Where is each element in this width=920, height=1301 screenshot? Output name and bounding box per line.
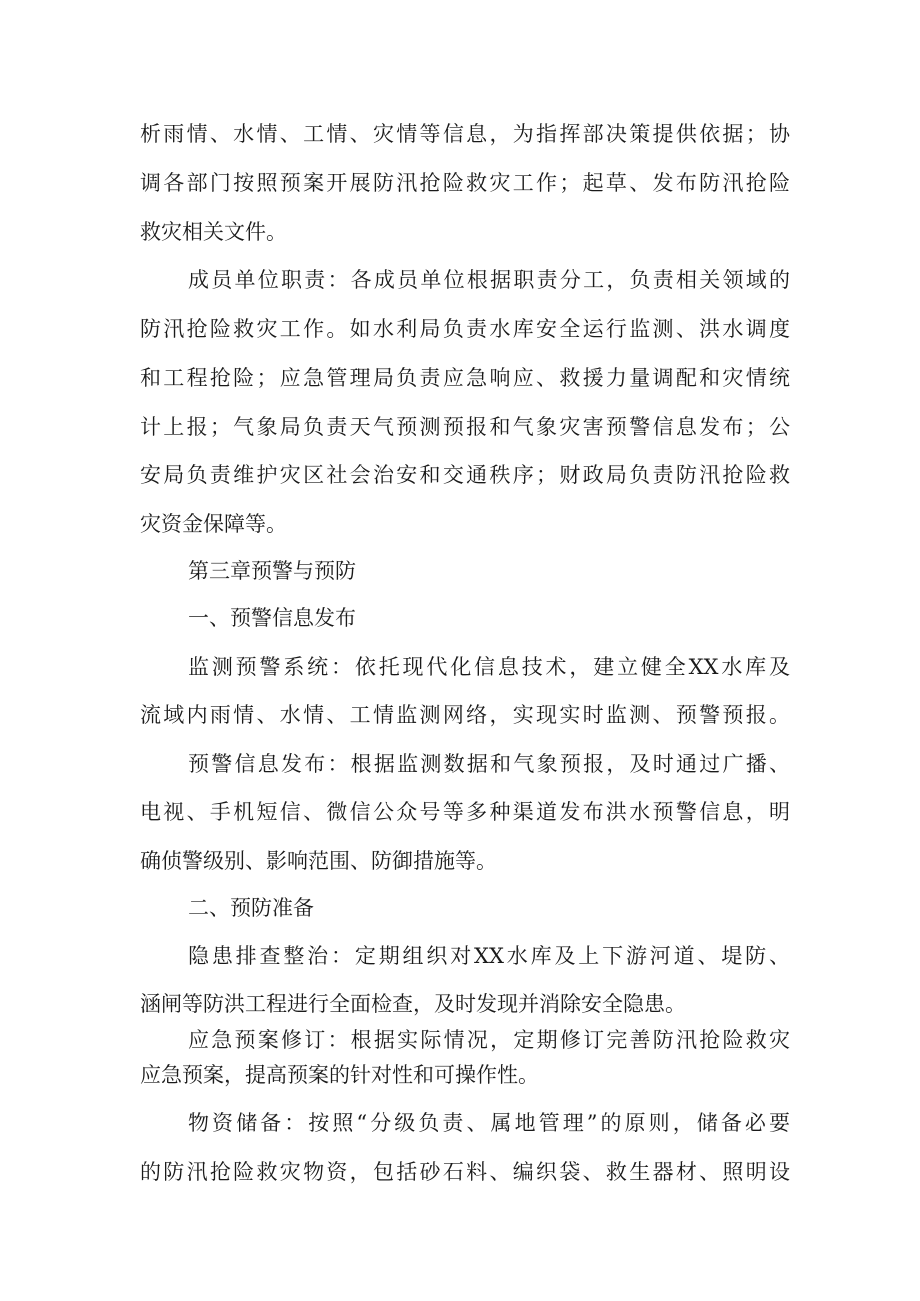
- text-line: 流域内雨情、水情、工情监测网络，实现实时监测、预警预报。: [140, 703, 790, 727]
- text-line: 安局负责维护灾区社会治安和交通秩序；财政局负责防汛抢险救: [140, 463, 790, 487]
- paragraph-start-line: 物资储备：按照“分级负责、属地管理”的原则，储备必要: [188, 1111, 790, 1135]
- section-heading: 二、预防准备: [188, 896, 314, 920]
- paragraph-start-line: 成员单位职责：各成员单位根据职责分工，负责相关领域的: [188, 268, 790, 292]
- paragraph-start-line: 应急预案修订：根据实际情况，定期修订完善防汛抢险救灾: [188, 1028, 790, 1052]
- paragraph-start-line: 隐患排查整治：定期组织对XX水库及上下游河道、堤防、: [188, 944, 790, 968]
- text-line: 和工程抢险；应急管理局负责应急响应、救援力量调配和灾情统: [140, 366, 790, 390]
- text-line: 析雨情、水情、工情、灾情等信息，为指挥部决策提供依据；协: [140, 122, 790, 146]
- chapter-heading: 第三章预警与预防: [188, 559, 356, 583]
- text-line: 计上报；气象局负责天气预测预报和气象灾害预警信息发布；公: [140, 415, 790, 439]
- section-heading: 一、预警信息发布: [188, 606, 356, 630]
- text-line: 确侦警级别、影响范围、防御措施等。: [140, 849, 497, 873]
- text-line: 调各部门按照预案开展防汛抢险救灾工作；起草、发布防汛抢险: [140, 171, 790, 195]
- text-line: 防汛抢险救灾工作。如水利局负责水库安全运行监测、洪水调度: [140, 317, 790, 341]
- paragraph-start-line: 监测预警系统：依托现代化信息技术，建立健全XX水库及: [188, 655, 790, 679]
- text-line: 灾资金保障等。: [140, 512, 287, 536]
- text-line: 的防汛抢险救灾物资，包括砂石料、编织袋、救生器材、照明设: [140, 1160, 790, 1184]
- paragraph-start-line: 预警信息发布：根据监测数据和气象预报，及时通过广播、: [188, 752, 790, 776]
- text-line: 涵闸等防洪工程进行全面检查，及时发现并消除安全隐患。: [140, 992, 686, 1016]
- text-line: 应急预案，提高预案的针对性和可操作性。: [140, 1063, 539, 1087]
- text-line: 救灾相关文件。: [140, 220, 287, 244]
- text-line: 电视、手机短信、微信公众号等多种渠道发布洪水预警信息，明: [140, 800, 790, 824]
